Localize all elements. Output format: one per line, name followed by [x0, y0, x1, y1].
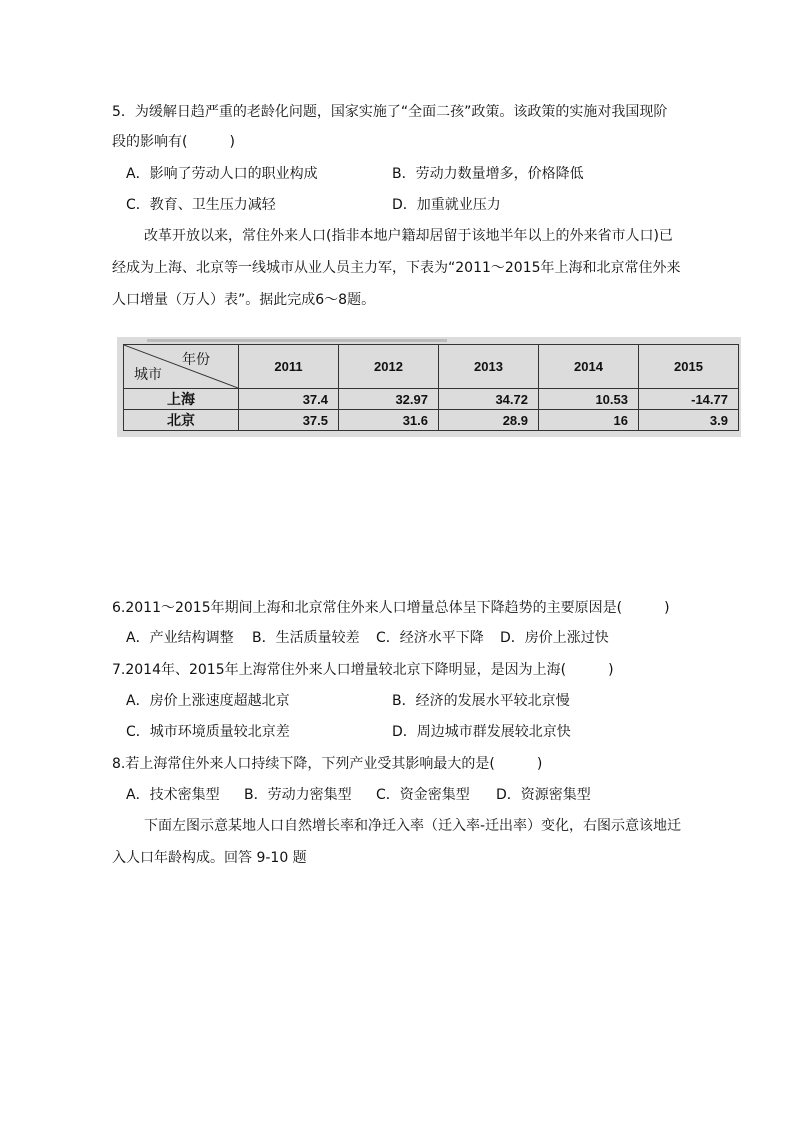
- q8-option-a: A．技术密集型: [126, 787, 220, 803]
- q8-option-b: B．劳动力密集型: [244, 787, 352, 803]
- q7-option-a: A．房价上涨速度超越北京: [126, 693, 290, 709]
- q6-option-a: A．产业结构调整: [126, 630, 234, 646]
- q5-option-d: D．加重就业压力: [392, 197, 501, 213]
- header-year-2013: 2013: [439, 345, 539, 389]
- value-cell: 32.97: [339, 389, 439, 410]
- q5-stem-line2: 段的影响有( ): [112, 134, 235, 150]
- q5-stem-line1: 5．为缓解日趋严重的老龄化问题，国家实施了“全面二孩”政策。该政策的实施对我国现阶: [112, 104, 668, 120]
- header-year-2012: 2012: [339, 345, 439, 389]
- q8-stem: 8.若上海常住外来人口持续下降，下列产业受其影响最大的是( ): [112, 756, 543, 772]
- intro1-line2: 经成为上海、北京等一线城市从业人员主力军，下表为“2011～2015年上海和北京常住外来: [112, 260, 681, 276]
- q7-stem: 7.2014年、2015年上海常住外来人口增量较北京下降明显，是因为上海( ): [112, 662, 614, 678]
- intro1-line3: 人口增量（万人）表”。据此完成6～8题。: [112, 292, 376, 308]
- value-cell: 28.9: [439, 410, 539, 431]
- table-caption-remnant: [147, 339, 447, 342]
- q7-option-b: B．经济的发展水平较北京慢: [392, 693, 570, 709]
- q6-option-d: D．房价上涨过快: [500, 630, 609, 646]
- population-increment-table: [123, 344, 739, 431]
- q6-option-c: C．经济水平下降: [376, 630, 484, 646]
- intro1-line1: 改革开放以来，常住外来人口(指非本地户籍却居留于该地半年以上的外来省市人口)已: [144, 228, 673, 244]
- header-year-2015: 2015: [639, 345, 739, 389]
- q7-option-c: C．城市环境质量较北京差: [126, 724, 290, 740]
- population-table-frame: [117, 337, 741, 437]
- table-row-beijing: [124, 410, 739, 431]
- table-row-shanghai: [124, 389, 739, 410]
- table-header-row: [124, 345, 739, 389]
- q6-option-b: B．生活质量较差: [252, 630, 360, 646]
- q5-option-b: B．劳动力数量增多，价格降低: [392, 166, 584, 182]
- intro2-line2: 入人口年龄构成。回答 9-10 题: [112, 850, 307, 866]
- value-cell: 3.9: [639, 410, 739, 431]
- header-year-label: 年份: [182, 352, 210, 368]
- q5-option-a: A．影响了劳动人口的职业构成: [126, 166, 318, 182]
- city-cell: 北京: [124, 410, 239, 431]
- value-cell: -14.77: [639, 389, 739, 410]
- value-cell: 37.5: [239, 410, 339, 431]
- value-cell: 16: [539, 410, 639, 431]
- header-year-2014: 2014: [539, 345, 639, 389]
- q8-option-c: C．资金密集型: [376, 787, 470, 803]
- value-cell: 34.72: [439, 389, 539, 410]
- q7-option-d: D．周边城市群发展较北京快: [392, 724, 571, 740]
- value-cell: 10.53: [539, 389, 639, 410]
- value-cell: 31.6: [339, 410, 439, 431]
- header-year-2011: 2011: [239, 345, 339, 389]
- q8-option-d: D．资源密集型: [496, 787, 591, 803]
- q6-stem: 6.2011～2015年期间上海和北京常住外来人口增量总体呈下降趋势的主要原因是( ): [112, 600, 670, 616]
- table-diagonal-header: [124, 345, 239, 389]
- q5-option-c: C．教育、卫生压力减轻: [126, 197, 276, 213]
- header-city-label: 城市: [134, 367, 162, 383]
- city-cell: 上海: [124, 389, 239, 410]
- value-cell: 37.4: [239, 389, 339, 410]
- intro2-line1: 下面左图示意某地人口自然增长率和净迁入率（迁入率-迁出率）变化，右图示意该地迁: [144, 818, 682, 834]
